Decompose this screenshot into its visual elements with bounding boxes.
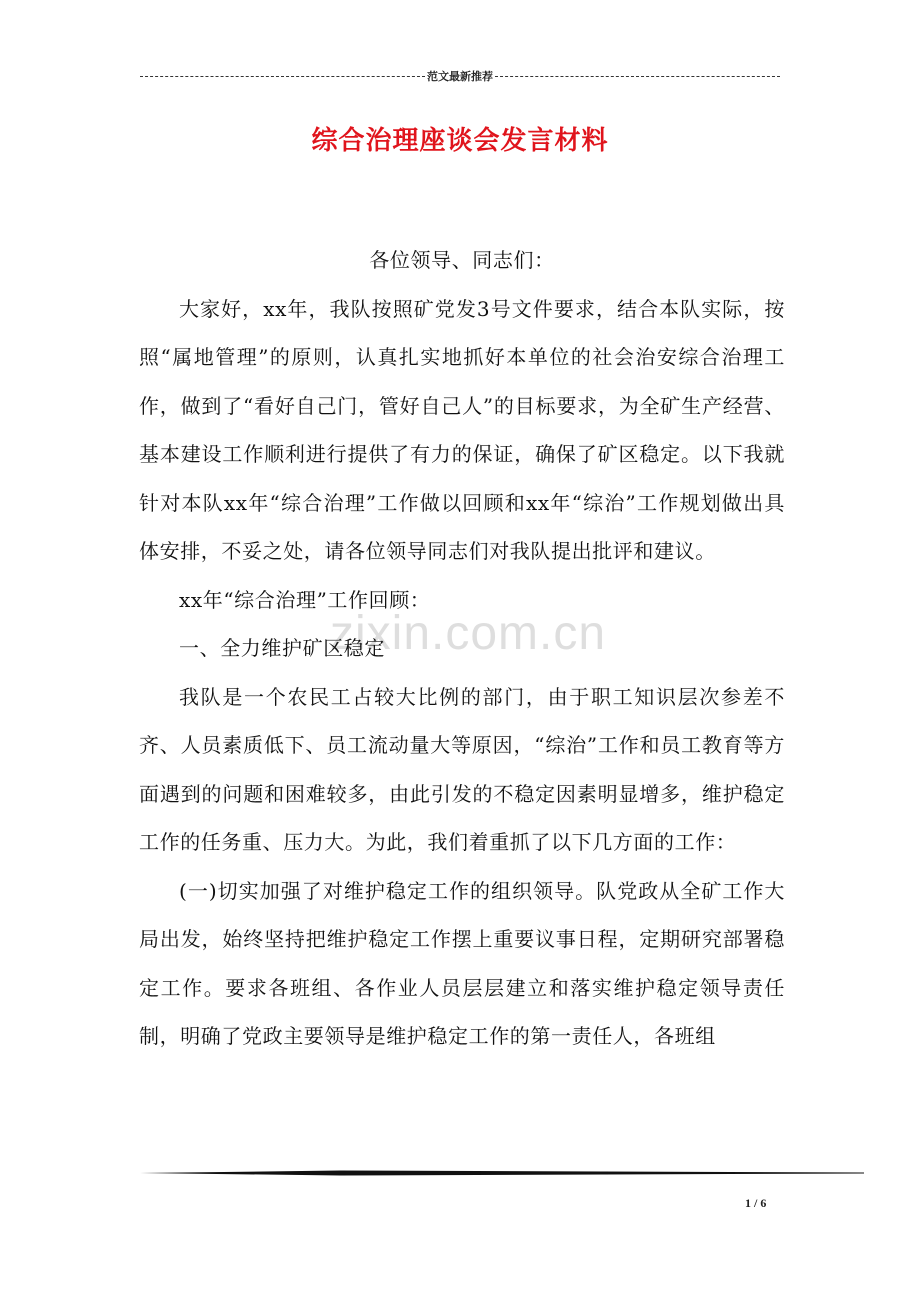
salutation: 各位领导、同志们：: [369, 248, 555, 272]
header-dash-right: [495, 76, 780, 77]
watermark: zixin.com.cn: [330, 607, 607, 660]
footer-rule: [140, 1170, 864, 1176]
header-dash-left: [140, 76, 425, 77]
document-body: [139, 236, 785, 1061]
paragraph-review-heading: xx年“综合治理”工作回顾：: [179, 587, 431, 612]
header-label: 范文最新推荐: [427, 71, 493, 83]
paragraph-section-1: 我队是一个农民工占较大比例的部门，由于职工知识层次参差不齐、人员素质低下、员工流动量大等原因，“综治”工作和员工教育等方面遇到的问题和困难较多，由此引发的不稳定因素明显增多，维护稳定工作的任务重、压力大。为此，我们着重抓了以下几方面的工作：: [139, 684, 785, 854]
running-header: [140, 68, 780, 84]
paragraph-intro: 大家好，xx年，我队按照矿党发3号文件要求，结合本队实际，按照“属地管理”的原则，认真扎实地抓好本单位的社会治安综合治理工作，做到了“看好自己门，管好自己人”的目标要求，为全矿生产经营、基本建设工作顺利进行提供了有力的保证，确保了矿区稳定。以下我就针对本队xx年“综合治理”工作做以回顾和xx年“综治”工作规划做出具体安排，不妥之处，请各位领导同志们对我队提出批评和建议。: [139, 296, 785, 563]
document-title: 综合治理座谈会发言材料: [311, 126, 609, 156]
paragraph-subsection-1: (一)切实加强了对维护稳定工作的组织领导。队党政从全矿工作大局出发，始终坚持把维护稳定工作摆上重要议事日程，定期研究部署稳定工作。要求各班组、各作业人员层层建立和落实维护稳定领导责任制，明确了党政主要领导是维护稳定工作的第一责任人，各班组: [139, 878, 785, 1048]
page-number: 1 / 6: [745, 1196, 767, 1210]
section-heading-1: 一、全力维护矿区稳定: [179, 636, 385, 660]
